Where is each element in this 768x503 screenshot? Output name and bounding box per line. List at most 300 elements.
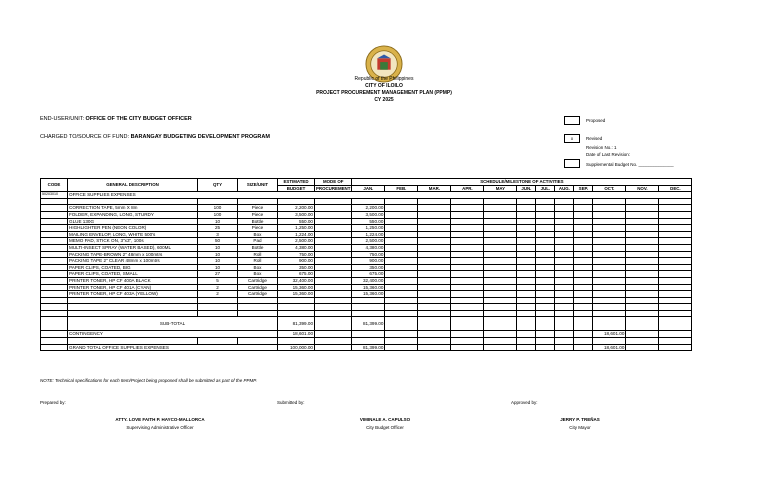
subtotal-budget: 81,399.00 <box>278 317 315 331</box>
item-month-cell <box>574 291 593 298</box>
item-month-cell <box>418 211 451 218</box>
item-month-cell <box>555 291 574 298</box>
item-qty: 25 <box>198 225 238 232</box>
charged-value: BARANGAY BUDGETING DEVELOPMENT PROGRAM <box>130 134 270 140</box>
item-month-cell <box>484 258 517 265</box>
table-row <box>41 277 692 284</box>
item-month-cell <box>451 244 484 251</box>
item-month-cell <box>451 205 484 212</box>
section-title: OFFICE SUPPLIES EXPENSES <box>68 192 692 199</box>
item-month-cell <box>574 244 593 251</box>
subtotal-jan: 81,399.00 <box>352 317 385 331</box>
item-mode <box>315 258 352 265</box>
proposed-label: Proposed <box>586 118 606 123</box>
supplemental-label: Supplemental Budget No. ______________ <box>586 162 674 167</box>
item-month-cell <box>418 271 451 278</box>
contingency-oct: 18,601.00 <box>593 331 626 338</box>
item-month-cell <box>451 225 484 232</box>
grand-total-jan: 81,399.00 <box>352 344 385 351</box>
item-budget: 1,250.00 <box>278 225 315 232</box>
item-month-cell <box>659 251 692 258</box>
item-month-cell <box>536 271 555 278</box>
revision-number: Revision No.: 1 <box>586 145 617 150</box>
month-nov: NOV. <box>626 185 659 192</box>
item-month-cell <box>659 244 692 251</box>
item-month-cell <box>593 231 626 238</box>
month-jun: JUN. <box>517 185 536 192</box>
item-unit: Piece <box>238 211 278 218</box>
item-mode <box>315 284 352 291</box>
item-month-cell <box>536 291 555 298</box>
item-month-cell <box>593 205 626 212</box>
item-month-cell <box>574 251 593 258</box>
col-qty: QTY <box>198 179 238 192</box>
item-jan: 550.00 <box>352 218 385 225</box>
item-month-cell <box>626 264 659 271</box>
contingency-row <box>41 331 692 338</box>
item-month-cell <box>536 218 555 225</box>
header-year: CY 2025 <box>374 97 394 103</box>
item-month-cell <box>517 291 536 298</box>
item-month-cell <box>517 264 536 271</box>
item-code <box>41 284 68 291</box>
item-month-cell <box>517 277 536 284</box>
item-description: PRINTER TONER, HP CF 403A (YELLOW) <box>68 291 198 298</box>
item-month-cell <box>418 264 451 271</box>
item-month-cell <box>536 225 555 232</box>
item-mode <box>315 231 352 238</box>
item-mode <box>315 218 352 225</box>
item-qty: 100 <box>198 211 238 218</box>
item-month-cell <box>626 291 659 298</box>
item-month-cell <box>536 231 555 238</box>
table-row <box>41 238 692 245</box>
item-description: PACKING TAPE 2" CLEAR 48mm x 100mtrs <box>68 258 198 265</box>
item-month-cell <box>385 277 418 284</box>
item-month-cell <box>626 211 659 218</box>
item-qty: 2 <box>198 291 238 298</box>
item-month-cell <box>593 244 626 251</box>
item-code <box>41 211 68 218</box>
table-row <box>41 264 692 271</box>
item-budget: 3,500.00 <box>278 211 315 218</box>
end-user-line <box>40 116 192 122</box>
item-month-cell <box>574 284 593 291</box>
table-row <box>41 258 692 265</box>
month-mar: MAR. <box>418 185 451 192</box>
item-month-cell <box>418 244 451 251</box>
item-unit: Box <box>238 231 278 238</box>
item-jan: 900.00 <box>352 258 385 265</box>
item-month-cell <box>517 225 536 232</box>
item-qty: 10 <box>198 264 238 271</box>
item-month-cell <box>626 244 659 251</box>
item-month-cell <box>536 238 555 245</box>
item-jan: 350.00 <box>352 264 385 271</box>
item-month-cell <box>555 225 574 232</box>
grand-total-label: GRAND TOTAL OFFICE SUPPLIES EXPENSES <box>68 344 278 351</box>
item-qty: 27 <box>198 271 238 278</box>
item-unit: Bottle <box>238 218 278 225</box>
item-month-cell <box>555 231 574 238</box>
table-row <box>41 218 692 225</box>
section-row <box>41 192 692 199</box>
item-budget: 2,500.00 <box>278 238 315 245</box>
item-month-cell <box>418 205 451 212</box>
month-feb: FEB. <box>385 185 418 192</box>
item-month-cell <box>536 277 555 284</box>
approved-title: City Mayor <box>569 425 591 430</box>
item-description: MAILING ENVELOP, LONG, WHITE 500's <box>68 231 198 238</box>
item-month-cell <box>626 251 659 258</box>
item-unit: Cartridge <box>238 291 278 298</box>
item-month-cell <box>484 231 517 238</box>
item-month-cell <box>659 271 692 278</box>
item-month-cell <box>574 238 593 245</box>
item-month-cell <box>659 284 692 291</box>
item-jan: 1,250.00 <box>352 225 385 232</box>
item-month-cell <box>517 211 536 218</box>
month-apr: APR. <box>451 185 484 192</box>
item-mode <box>315 244 352 251</box>
item-month-cell <box>593 251 626 258</box>
item-month-cell <box>555 258 574 265</box>
item-mode <box>315 271 352 278</box>
item-month-cell <box>451 277 484 284</box>
item-unit: Box <box>238 271 278 278</box>
item-month-cell <box>593 258 626 265</box>
grand-total-budget: 100,000.00 <box>278 344 315 351</box>
blank-row <box>41 310 692 317</box>
table-row <box>41 271 692 278</box>
header-city: CITY OF ILOILO <box>365 83 403 89</box>
item-description: HIGHLIGHTER PEN (NEON COLOR) <box>68 225 198 232</box>
item-month-cell <box>484 271 517 278</box>
item-month-cell <box>517 205 536 212</box>
revised-label: Revised <box>586 136 603 141</box>
item-budget: 2,200.00 <box>278 205 315 212</box>
month-jul: JUL. <box>536 185 555 192</box>
month-sep: SEP. <box>574 185 593 192</box>
item-month-cell <box>385 231 418 238</box>
prepared-title: Supervising Administrative Officer <box>126 425 194 430</box>
col-size: SIZE/UNIT <box>238 179 278 192</box>
item-unit: Piece <box>238 225 278 232</box>
item-mode <box>315 211 352 218</box>
item-unit: Piece <box>238 205 278 212</box>
item-jan: 32,400.00 <box>352 277 385 284</box>
item-code <box>41 238 68 245</box>
prepared-by-label: Prepared by: <box>40 400 66 405</box>
item-month-cell <box>574 211 593 218</box>
item-unit: Cartridge <box>238 277 278 284</box>
item-month-cell <box>659 277 692 284</box>
item-month-cell <box>385 271 418 278</box>
revised-checkbox[interactable] <box>564 134 580 143</box>
item-month-cell <box>574 258 593 265</box>
item-budget: 32,400.00 <box>278 277 315 284</box>
item-month-cell <box>626 271 659 278</box>
item-month-cell <box>593 218 626 225</box>
item-mode <box>315 264 352 271</box>
item-budget: 750.00 <box>278 251 315 258</box>
item-code <box>41 277 68 284</box>
item-month-cell <box>418 277 451 284</box>
item-description: MEMO PAD, STICK ON, 3"x3", 100s <box>68 238 198 245</box>
blank-row <box>41 338 692 345</box>
item-month-cell <box>555 277 574 284</box>
item-description: PRINTER TONER, HP CF 401A (CYAN) <box>68 284 198 291</box>
item-month-cell <box>385 218 418 225</box>
item-month-cell <box>484 244 517 251</box>
table-row <box>41 211 692 218</box>
item-month-cell <box>418 238 451 245</box>
item-code <box>41 271 68 278</box>
item-unit: Roll <box>238 251 278 258</box>
item-month-cell <box>555 205 574 212</box>
item-month-cell <box>451 211 484 218</box>
item-month-cell <box>593 211 626 218</box>
item-month-cell <box>517 284 536 291</box>
item-month-cell <box>659 218 692 225</box>
table-row <box>41 291 692 298</box>
item-description: MULTI-INSECT SPRAY (WATER BASED), 600ML <box>68 244 198 251</box>
date-last-revision: Date of Last Revision: <box>586 152 631 157</box>
item-unit: Box <box>238 264 278 271</box>
item-month-cell <box>555 238 574 245</box>
item-description: CORRECTION TAPE, 5mm X 8m <box>68 205 198 212</box>
item-month-cell <box>451 284 484 291</box>
item-qty: 50 <box>198 238 238 245</box>
item-month-cell <box>593 277 626 284</box>
charged-label: CHARGED TO/SOURCE OF FUND: <box>40 134 130 140</box>
item-month-cell <box>626 205 659 212</box>
item-month-cell <box>593 264 626 271</box>
item-mode <box>315 205 352 212</box>
item-description: PRINTER TONER, HP CF 400A BLACK <box>68 277 198 284</box>
item-month-cell <box>593 238 626 245</box>
item-unit: Bottle <box>238 244 278 251</box>
table-row <box>41 251 692 258</box>
item-jan: 15,360.00 <box>352 291 385 298</box>
item-jan: 675.00 <box>352 271 385 278</box>
item-month-cell <box>659 238 692 245</box>
item-month-cell <box>536 244 555 251</box>
item-description: PACKING TAPE-BROWN 2" 48mm x 100mtrs <box>68 251 198 258</box>
item-month-cell <box>555 244 574 251</box>
item-month-cell <box>574 218 593 225</box>
item-month-cell <box>593 271 626 278</box>
item-jan: 2,200.00 <box>352 205 385 212</box>
item-qty: 3 <box>198 231 238 238</box>
item-month-cell <box>626 231 659 238</box>
header-ppmp: PROJECT PROCUREMENT MANAGEMENT PLAN (PPMP) <box>316 90 452 96</box>
item-mode <box>315 251 352 258</box>
item-month-cell <box>626 218 659 225</box>
item-qty: 2 <box>198 284 238 291</box>
item-month-cell <box>659 225 692 232</box>
item-month-cell <box>385 244 418 251</box>
col-mode: MODE OF <box>315 179 352 186</box>
item-month-cell <box>418 218 451 225</box>
item-month-cell <box>385 238 418 245</box>
item-rows <box>41 205 692 297</box>
item-unit: Pad <box>238 238 278 245</box>
item-description: PAPER CLIPS, COATED, BIG <box>68 264 198 271</box>
item-code <box>41 291 68 298</box>
item-month-cell <box>626 225 659 232</box>
supplemental-checkbox[interactable] <box>564 159 580 168</box>
item-month-cell <box>484 284 517 291</box>
submitted-by-label: Submitted by: <box>277 400 305 405</box>
item-qty: 10 <box>198 244 238 251</box>
item-month-cell <box>574 264 593 271</box>
item-month-cell <box>385 258 418 265</box>
subtotal-row <box>41 317 692 331</box>
item-month-cell <box>418 251 451 258</box>
table-row <box>41 284 692 291</box>
submitted-title: City Budget Officer <box>366 425 404 430</box>
item-qty: 100 <box>198 205 238 212</box>
item-month-cell <box>536 264 555 271</box>
item-description: GLUE 130G <box>68 218 198 225</box>
col-estimated: ESTIMATED <box>278 179 315 186</box>
item-month-cell <box>536 205 555 212</box>
table-row <box>41 225 692 232</box>
item-month-cell <box>659 258 692 265</box>
item-month-cell <box>555 284 574 291</box>
month-oct: OCT. <box>593 185 626 192</box>
item-month-cell <box>536 211 555 218</box>
item-budget: 4,380.00 <box>278 244 315 251</box>
item-qty: 10 <box>198 251 238 258</box>
spacer-row <box>41 198 692 205</box>
item-code <box>41 205 68 212</box>
grand-total-row <box>41 344 692 351</box>
blank-row <box>41 304 692 311</box>
item-month-cell <box>418 231 451 238</box>
item-month-cell <box>517 271 536 278</box>
item-description: PAPER CLIPS, COATED, SMALL <box>68 271 198 278</box>
item-month-cell <box>659 211 692 218</box>
item-month-cell <box>418 284 451 291</box>
item-month-cell <box>626 258 659 265</box>
contingency-budget: 18,601.00 <box>278 331 315 338</box>
item-month-cell <box>418 225 451 232</box>
item-month-cell <box>593 291 626 298</box>
subtotal-label: SUB-TOTAL <box>68 317 278 331</box>
blank-row <box>41 297 692 304</box>
item-month-cell <box>574 277 593 284</box>
item-month-cell <box>659 264 692 271</box>
item-month-cell <box>574 205 593 212</box>
item-mode <box>315 225 352 232</box>
item-code <box>41 258 68 265</box>
item-month-cell <box>484 264 517 271</box>
item-month-cell <box>451 231 484 238</box>
item-month-cell <box>385 284 418 291</box>
item-code <box>41 264 68 271</box>
item-month-cell <box>418 291 451 298</box>
item-month-cell <box>517 251 536 258</box>
ppmp-table <box>40 178 692 351</box>
approved-by-label: Approved by: <box>511 400 538 405</box>
item-budget: 900.00 <box>278 258 315 265</box>
item-budget: 350.00 <box>278 264 315 271</box>
header-republic: Republic of the Philippines <box>354 76 414 82</box>
item-month-cell <box>574 225 593 232</box>
item-month-cell <box>659 291 692 298</box>
item-code <box>41 244 68 251</box>
item-month-cell <box>517 238 536 245</box>
item-month-cell <box>385 251 418 258</box>
item-qty: 10 <box>198 258 238 265</box>
item-month-cell <box>555 264 574 271</box>
note-text: NOTE: Technical specifications for each Item/Project being proposed shall be submitted as part of the PPMP. <box>40 378 257 383</box>
approved-name: JERRY P. TREÑAS <box>560 417 600 422</box>
schedule-title: SCHEDULE/MILESTONE OF ACTIVITIES <box>352 179 692 186</box>
item-month-cell <box>484 277 517 284</box>
contingency-label: CONTINGENCY <box>68 331 278 338</box>
end-user-label: END-USER/UNIT: <box>40 116 85 122</box>
item-month-cell <box>484 291 517 298</box>
item-month-cell <box>484 251 517 258</box>
item-month-cell <box>385 225 418 232</box>
item-budget: 15,360.00 <box>278 291 315 298</box>
prepared-name: ATTY. LOVE FAITH P. HAYCO-MALLORCA <box>115 417 205 422</box>
item-month-cell <box>451 271 484 278</box>
item-month-cell <box>536 251 555 258</box>
item-month-cell <box>536 284 555 291</box>
item-month-cell <box>484 211 517 218</box>
item-unit: Roll <box>238 258 278 265</box>
item-month-cell <box>484 218 517 225</box>
item-month-cell <box>451 238 484 245</box>
item-unit: Cartridge <box>238 284 278 291</box>
item-jan: 1,224.00 <box>352 231 385 238</box>
item-month-cell <box>451 218 484 225</box>
item-month-cell <box>593 284 626 291</box>
item-month-cell <box>451 251 484 258</box>
col-description: GENERAL DESCRIPTION <box>68 179 198 192</box>
item-jan: 4,380.00 <box>352 244 385 251</box>
item-code <box>41 225 68 232</box>
item-month-cell <box>555 251 574 258</box>
item-budget: 675.00 <box>278 271 315 278</box>
item-jan: 3,500.00 <box>352 211 385 218</box>
item-month-cell <box>574 231 593 238</box>
table-row <box>41 231 692 238</box>
item-month-cell <box>626 238 659 245</box>
col-procurement: PROCUREMENT <box>316 185 351 191</box>
item-jan: 15,360.00 <box>352 284 385 291</box>
item-description: FOLDER, EXPANDING, LONG, STURDY <box>68 211 198 218</box>
item-month-cell <box>555 271 574 278</box>
item-month-cell <box>626 284 659 291</box>
item-month-cell <box>517 258 536 265</box>
item-budget: 1,224.00 <box>278 231 315 238</box>
month-dec: DEC. <box>659 185 692 192</box>
charged-line <box>40 134 270 140</box>
proposed-checkbox[interactable] <box>564 116 580 125</box>
item-month-cell <box>385 205 418 212</box>
item-month-cell <box>626 277 659 284</box>
item-month-cell <box>484 238 517 245</box>
item-code <box>41 231 68 238</box>
item-month-cell <box>517 218 536 225</box>
month-jan: JAN. <box>352 185 385 192</box>
item-budget: 550.00 <box>278 218 315 225</box>
